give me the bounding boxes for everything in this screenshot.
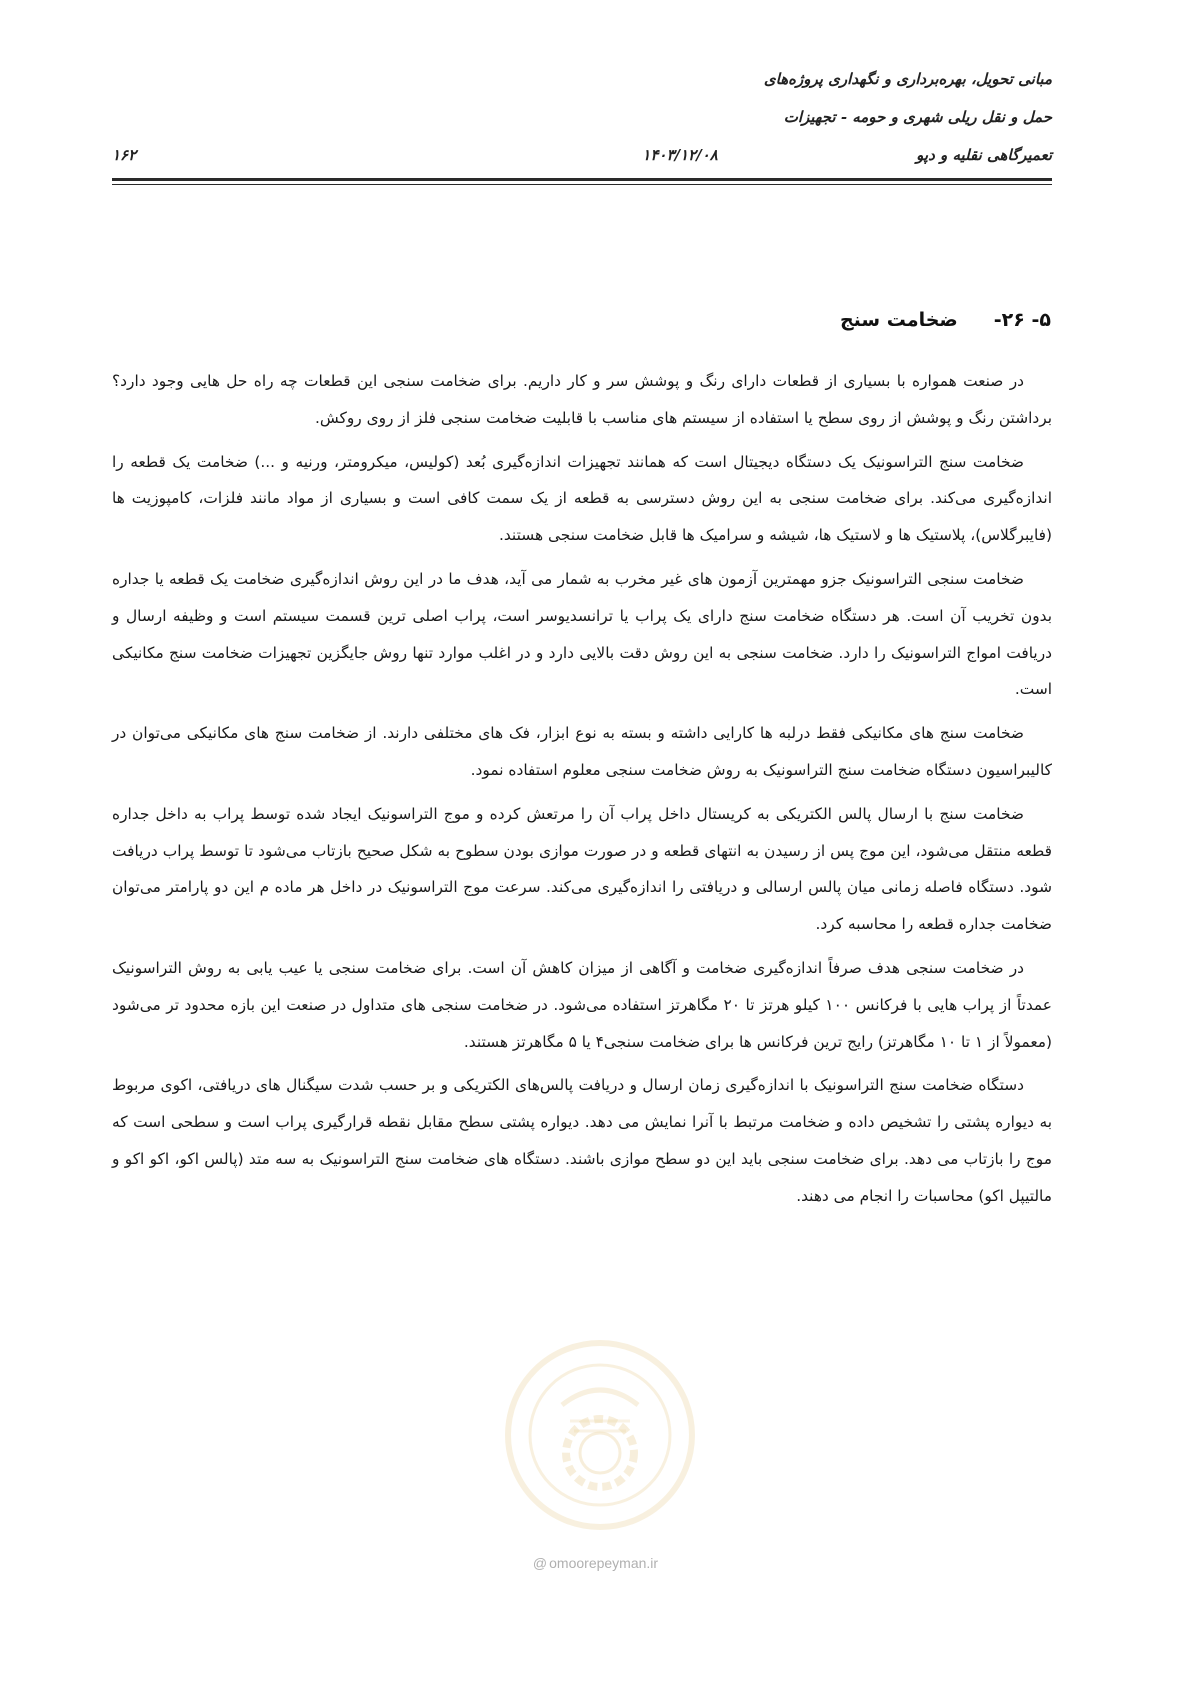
header-divider-thick bbox=[112, 178, 1052, 181]
header-title-line-1: مبانی تحویل، بهره‌برداری و نگهداری پروژه‌های bbox=[763, 70, 1052, 88]
header-title-line-3: تعمیرگاهی نقلیه و دپو bbox=[916, 146, 1052, 164]
header-divider-thin bbox=[112, 184, 1052, 185]
paragraph: ضخامت سنج با ارسال پالس الکتریکی به کریستال داخل پراب آن را مرتعش کرده و موج التراسونیک ایجاد شده توسط پراب به داخل جداره قطعه منتقل می‌شود، این موج پس از رسیدن به انتهای قطعه و در صورت موازی بودن سطوح به شکل صحیح بازتاب می‌شود تا توسط پراب دریافت شود. دستگاه فاصله زمانی میان پالس ارسالی و دریافتی را اندازه‌گیری می‌کند. سرعت موج التراسونیک در داخل هر ماده م این دو پارامتر می‌توان ضخامت جداره قطعه را محاسبه کرد. bbox=[112, 804, 1052, 934]
footer-url-text: omoorepeyman.ir bbox=[549, 1555, 659, 1571]
paragraph: در صنعت همواره با بسیاری از قطعات دارای رنگ و پوشش سر و کار داریم. برای ضخامت سنجی این قطعات چه راه حل هایی وجود دارد؟ برداشتن رنگ و پوشش از روی سطح یا استفاده از سیستم های مناسب با قابلیت ضخامت سنجی فلز از روی روکش. bbox=[112, 372, 1052, 427]
header-date: ۱۴۰۳/۱۲/۰۸ bbox=[642, 146, 718, 164]
page-number: ۱۶۲ bbox=[112, 146, 137, 164]
header-title-line-2: حمل و نقل ریلی شهری و حومه - تجهیزات bbox=[783, 108, 1052, 126]
section-heading bbox=[840, 304, 1051, 336]
footer-url bbox=[0, 1555, 1191, 1571]
section-number: ۵- ۲۶- bbox=[993, 309, 1051, 331]
paragraph: ضخامت سنجی التراسونیک جزو مهمترین آزمون های غیر مخرب به شمار می آید، هدف ما در این روش اندازه‌گیری ضخامت یک قطعه یا جداره بدون تخریب آن است. هر دستگاه ضخامت سنج دارای یک پراب یا ترانسدیوسر است، پراب اصلی ترین قسمت سیستم است و وظیفه ارسال و دریافت امواج التراسونیک را دارد. ضخامت سنجی به این روش دقت بالایی دارد و در اغلب موارد تنها روش جایگزین تجهیزات ضخامت سنج مکانیکی است. bbox=[112, 569, 1052, 699]
paragraph: ضخامت سنج التراسونیک یک دستگاه دیجیتال است که همانند تجهیزات اندازه‌گیری بُعد (کولیس، میکرومتر، ورنیه و ...) ضخامت یک قطعه را اندازه‌گیری می‌کند. برای ضخامت سنجی به این روش دسترسی به قطعه از یک سمت کافی است و بسیاری از مواد مانند فلزات، کامپوزیت ها (فایبرگلاس)، پلاستیک ها و لاستیک ها، شیشه و سرامیک ها قابل ضخامت سنجی هستند. bbox=[112, 452, 1052, 545]
at-sign-icon: @ bbox=[532, 1555, 548, 1571]
body-text bbox=[112, 363, 1052, 1222]
paragraph: دستگاه ضخامت سنج التراسونیک با اندازه‌گیری زمان ارسال و دریافت پالس‌های الکتریکی و بر حسب شدت سیگنال های دریافتی، اکوی مربوط به دیواره پشتی را تشخیص داده و ضخامت مرتبط با آنرا نمایش می دهد. دیواره پشتی سطح مقابل نقطه قرارگیری پراب است و سطحی است که موج را بازتاب می دهد. برای ضخامت سنجی باید این دو سطح موازی باشند. دستگاه های ضخامت سنج التراسونیک به سه متد (پالس اکو، اکو اکو و مالتیپل اکو) محاسبات را انجام می دهند. bbox=[112, 1076, 1052, 1205]
paragraph: ضخامت سنج های مکانیکی فقط درلبه ها کارایی داشته و بسته به نوع ابزار، فک های مختلفی دارند. از ضخامت سنج های مکانیکی می‌توان در کالیبراسیون دستگاه ضخامت سنج التراسونیک به روش ضخامت سنجی معلوم استفاده نمود. bbox=[112, 724, 1052, 779]
watermark-logo bbox=[500, 1335, 700, 1535]
paragraph: در ضخامت سنجی هدف صرفاً اندازه‌گیری ضخامت و آگاهی از میزان کاهش آن است. برای ضخامت سنجی یا عیب یابی به روش التراسونیک عمدتاً از پراب هایی با فرکانس ۱۰۰ کیلو هرتز تا ۲۰ مگاهرتز استفاده می‌شود. در ضخامت سنجی های متداول در صنعت این بازه محدود تر می‌شود (معمولاً از ۱ تا ۱۰ مگاهرتز) رایج ترین فرکانس ها برای ضخامت سنجی۴ یا ۵ مگاهرتز هستند. bbox=[112, 958, 1052, 1051]
page-header bbox=[112, 60, 1052, 178]
section-title: ضخامت سنج bbox=[839, 309, 958, 331]
